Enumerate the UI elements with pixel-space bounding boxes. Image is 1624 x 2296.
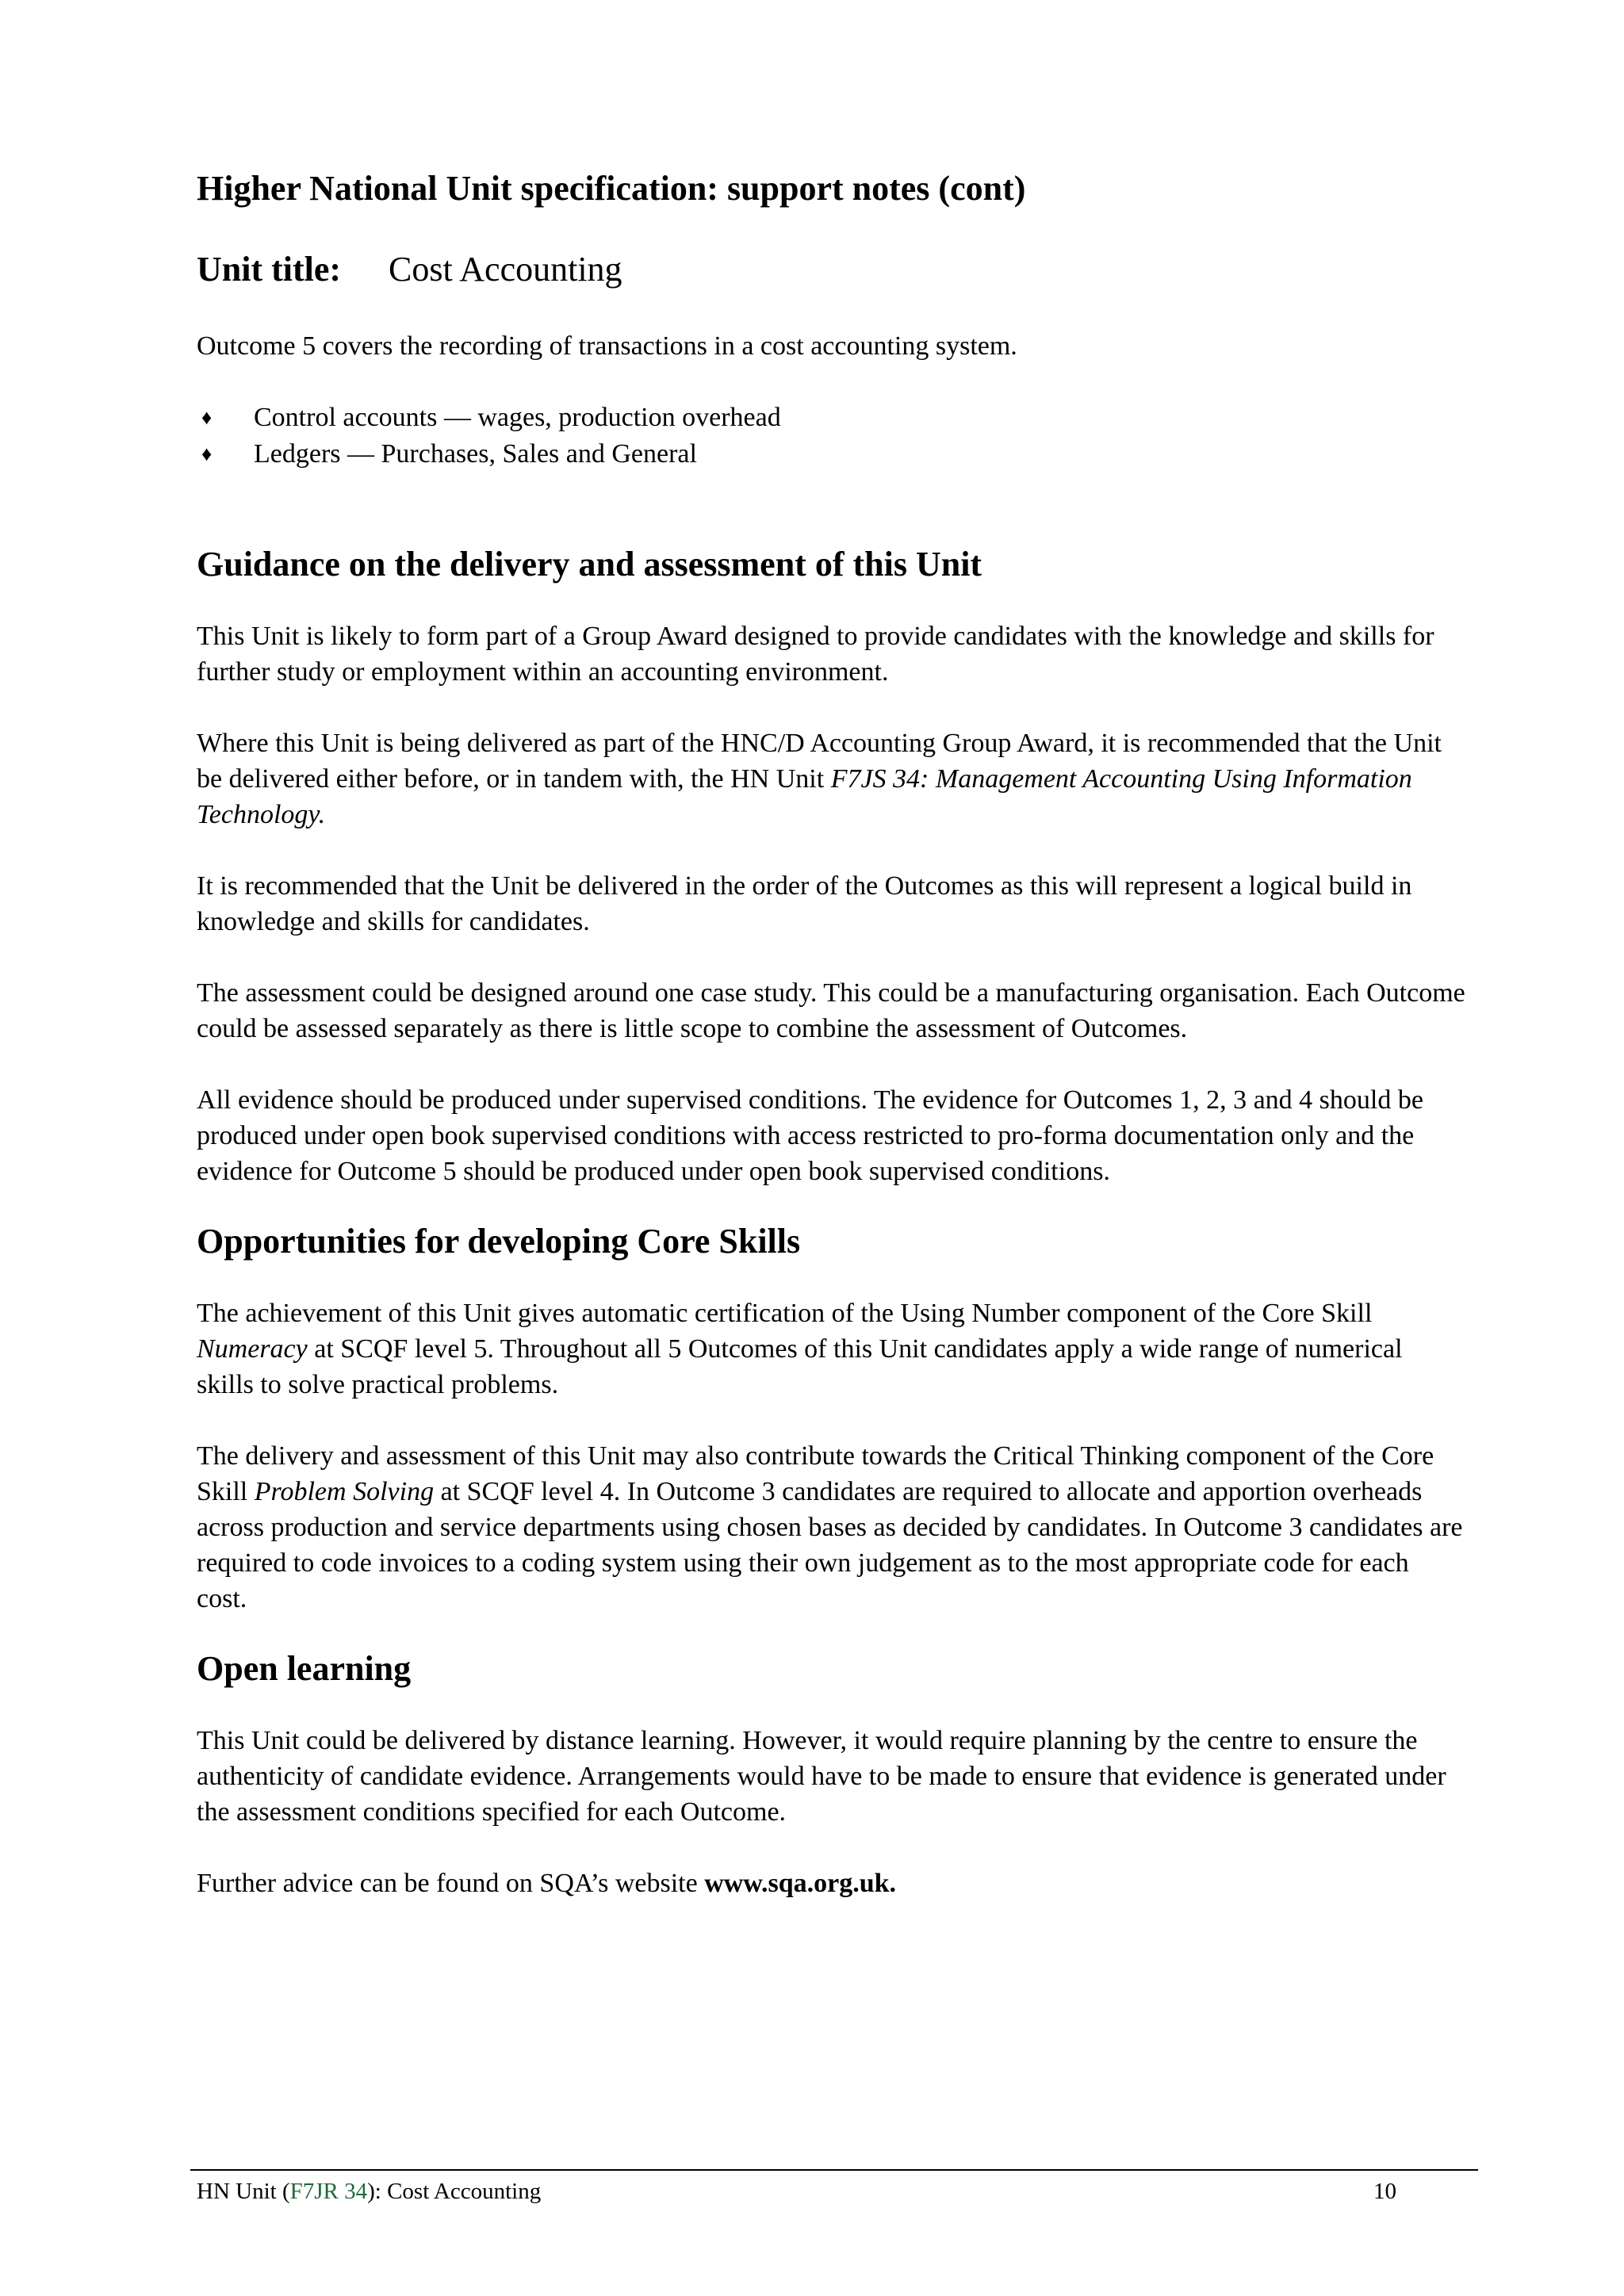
footer-unit-reference — [197, 2177, 541, 2206]
guidance-paragraph-2-text: Where this Unit is being delivered as part of the HNC/D Accounting Group Award, it is recommended that the Unit be delivered either before, or in tandem with, the HN Unit — [197, 729, 1442, 794]
open-learning-paragraph-1: This Unit could be delivered by distance learning. However, it would require planning by the centre to ensure the authenticity of candidate evidence. Arrangements would have to be made to ensure that evidence is generated under the assessment conditions specified for each Outcome. — [197, 1726, 1446, 1827]
intro-paragraph: Outcome 5 covers the recording of transactions in a cost accounting system. — [197, 331, 1017, 361]
footer-unit-code: F7JR 34 — [289, 2179, 368, 2204]
core-skills-paragraph-1-end: at SCQF level 5. Throughout all 5 Outcomes of this Unit candidates apply a wide range of numerical skills to solve practical problems. — [197, 1334, 1403, 1399]
guidance-paragraph-2 — [197, 725, 1465, 832]
numeracy-term: Numeracy — [197, 1334, 308, 1364]
problem-solving-term: Problem Solving — [254, 1477, 435, 1506]
sqa-website-link[interactable]: www.sqa.org.uk. — [704, 1869, 897, 1898]
page-number: 10 — [1373, 2179, 1396, 2204]
diamond-bullet-icon: ♦ — [201, 442, 213, 465]
document-page — [197, 166, 1465, 1901]
unit-title-row — [197, 247, 1465, 292]
open-learning-paragraph-2-text: Further advice can be found on SQA’s website — [197, 1869, 705, 1898]
unit-title-label: Unit title: — [197, 250, 342, 289]
guidance-paragraph-5: All evidence should be produced under supervised conditions. The evidence for Outcomes 1, 2, 3 and 4 should be produced under open book supervised conditions with access restricted to pro-forma documentation only and the evidence for Outcome 5 should be produced under open book supervised conditions. — [197, 1085, 1423, 1186]
footer-suffix: ): Cost Accounting — [367, 2179, 542, 2204]
guidance-heading: Guidance on the delivery and assessment of this Unit — [197, 545, 982, 584]
guidance-paragraph-3: It is recommended that the Unit be delivered in the order of the Outcomes as this will represent a logical build in knowledge and skills for candidates. — [197, 871, 1412, 936]
list-item — [197, 400, 1465, 436]
core-skills-paragraph-1-start: The achievement of this Unit gives automatic certification of the Using Number component of the Core Skill — [197, 1299, 1373, 1328]
footer-prefix: HN Unit ( — [197, 2179, 290, 2204]
core-skills-paragraph-2-start: The delivery and assessment of this Unit may also contribute towards the Critical Thinking component of the Core Skill — [197, 1441, 1434, 1506]
diamond-bullet-icon: ♦ — [201, 406, 213, 429]
open-learning-heading: Open learning — [197, 1649, 412, 1688]
running-title: Higher National Unit specification: support notes (cont) — [197, 169, 1026, 208]
core-skills-paragraph-1 — [197, 1295, 1465, 1402]
open-learning-paragraph-2 — [197, 1866, 1465, 1901]
list-item — [197, 436, 1465, 473]
core-skills-heading: Opportunities for developing Core Skills — [197, 1222, 801, 1261]
core-skills-paragraph-2 — [197, 1438, 1465, 1617]
page-footer — [190, 2169, 1478, 2204]
list-item-text: Control accounts — wages, production overhead — [254, 403, 781, 432]
list-item-text: Ledgers — Purchases, Sales and General — [254, 439, 697, 469]
guidance-paragraph-4: The assessment could be designed around one case study. This could be a manufacturing organisation. Each Outcome could be assessed separately as there is little scope to combine the assessment of Outcomes. — [197, 978, 1465, 1043]
related-unit-title: F7JS 34: Management Accounting Using Information Technology. — [197, 764, 1412, 829]
unit-title-value: Cost Accounting — [389, 250, 622, 289]
guidance-paragraph-1: This Unit is likely to form part of a Group Award designed to provide candidates with the knowledge and skills for further study or employment within an accounting environment. — [197, 622, 1434, 687]
outcome-bullet-list — [197, 400, 1465, 473]
core-skills-paragraph-2-end: at SCQF level 4. In Outcome 3 candidates are required to allocate and apportion overheads across production and service departments using chosen bases as decided by candidates. In Outcome 3 candidates are required to code invoices to a coding system using their own judgement as to the most appropriate code for each cost. — [197, 1477, 1463, 1613]
